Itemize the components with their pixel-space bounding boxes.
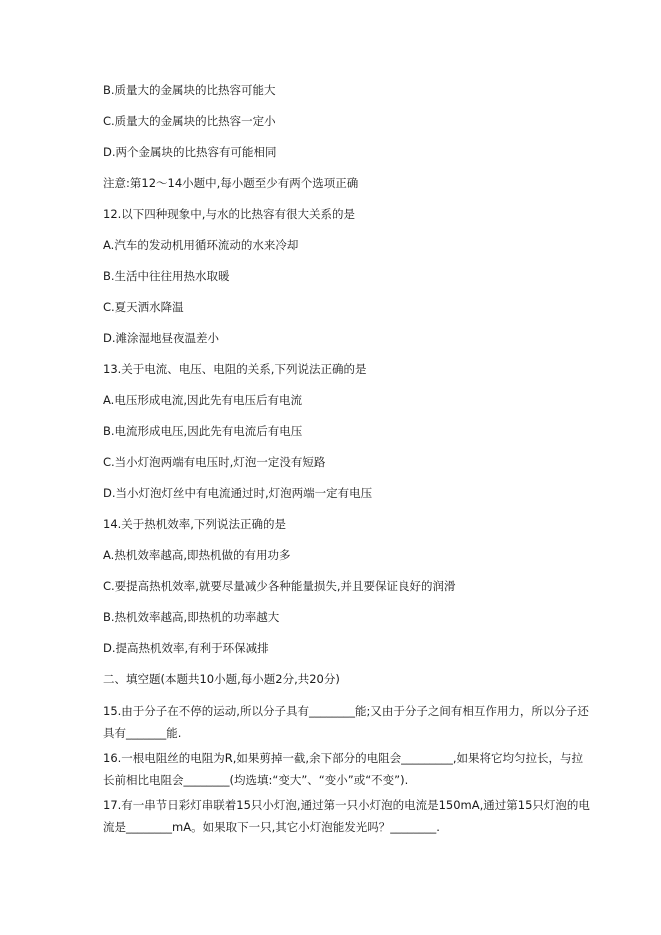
question-13: 13.关于电流、电压、电阻的关系,下列说法正确的是 [103, 362, 367, 376]
question-15: 15.由于分子在不停的运动,所以分子具有________能;又由于分子之间有相互作用力，所以分子还具有_______能. [103, 704, 589, 740]
option-11d: D.两个金属块的比热容有可能相同 [103, 145, 277, 159]
option-13b: B.电流形成电压,因此先有电流后有电压 [103, 424, 303, 438]
option-12b: B.生活中往往用热水取暖 [103, 269, 230, 283]
section-fill-blank-heading: 二、填空题(本题共10小题,每小题2分,共20分) [103, 672, 340, 686]
question-12: 12.以下四种现象中,与水的比热容有很大关系的是 [103, 207, 355, 221]
question-16: 16.一根电阻丝的电阻为R,如果剪掉一截,余下部分的电阻会_________,如果将它均匀拉长，与拉长前相比电阻会________(均选填:“变大”、“变小”或“不变”). [103, 751, 583, 787]
option-12c: C.夏天洒水降温 [103, 300, 184, 314]
option-14c: C.要提高热机效率,就要尽量减少各种能量损失,并且要保证良好的润滑 [103, 579, 456, 593]
option-11b: B.质量大的金属块的比热容可能大 [103, 83, 276, 97]
option-12d: D.滩涂湿地昼夜温差小 [103, 331, 220, 345]
question-17: 17.有一串节日彩灯串联着15只小灯泡,通过第一只小灯泡的电流是150mA,通过第15只灯泡的电流是________mA。如果取下一只,其它小灯泡能发光吗？________. [103, 798, 590, 834]
option-12a: A.汽车的发动机用循环流动的水来冷却 [103, 238, 299, 252]
note-multi-choice: 注意:第12～14小题中,每小题至少有两个选项正确 [103, 176, 359, 190]
option-13d: D.当小灯泡灯丝中有电流通过时,灯泡两端一定有电压 [103, 486, 373, 500]
option-13c: C.当小灯泡两端有电压时,灯泡一定没有短路 [103, 455, 326, 469]
option-14d: D.提高热机效率,有利于环保减排 [103, 641, 269, 655]
option-14a: A.热机效率越高,即热机做的有用功多 [103, 548, 291, 562]
option-14b: B.热机效率越高,即热机的功率越大 [103, 610, 280, 624]
option-11c: C.质量大的金属块的比热容一定小 [103, 114, 276, 128]
option-13a: A.电压形成电流,因此先有电压后有电流 [103, 393, 302, 407]
question-14: 14.关于热机效率,下列说法正确的是 [103, 517, 286, 531]
